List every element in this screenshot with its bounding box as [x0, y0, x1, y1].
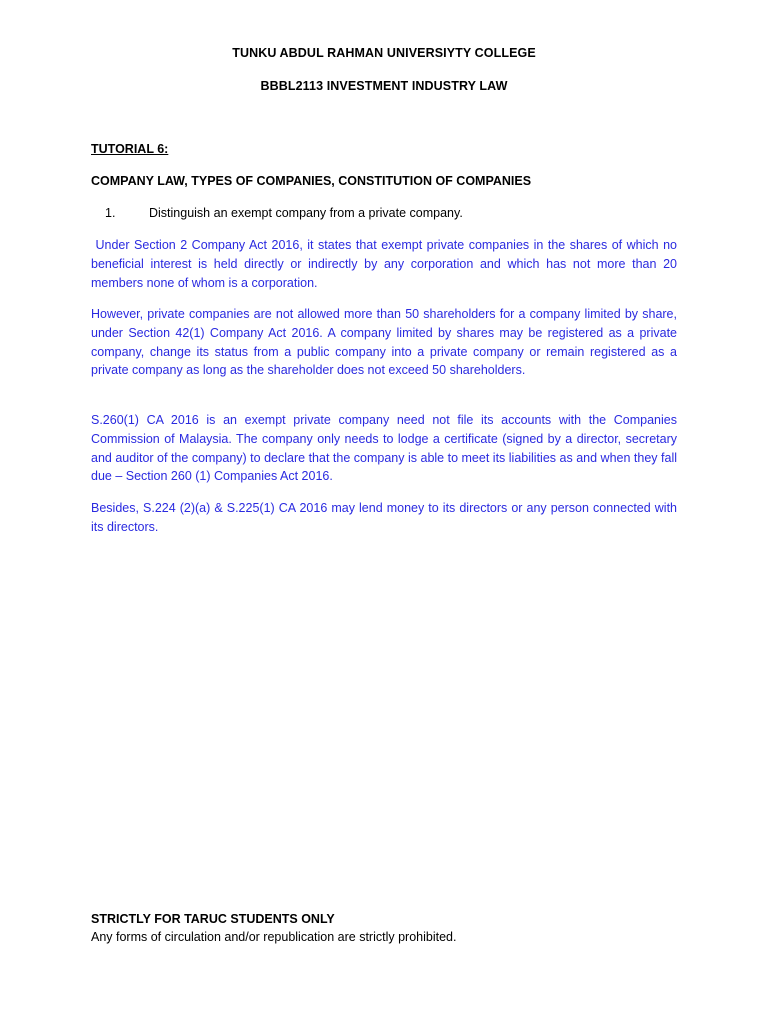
footer-notice-text: Any forms of circulation and/or republication are strictly prohibited.: [91, 930, 457, 944]
answer-paragraph-4: Besides, S.224 (2)(a) & S.225(1) CA 2016 may lend money to its directors or any person connected with its directors.: [91, 501, 677, 534]
institution-title: TUNKU ABDUL RAHMAN UNIVERSIYTY COLLEGE: [232, 46, 536, 60]
footer-notice-title: STRICTLY FOR TARUC STUDENTS ONLY: [91, 912, 335, 926]
answer-paragraph-2: However, private companies are not allowed more than 50 shareholders for a company limited by share, under Section 42(1) Company Act 2016. A company limited by shares may be registered as a private company, change its status from a public company into a private company or remain registered as a private company as long as the shareholder does not exceed 50 shareholders.: [91, 307, 677, 378]
tutorial-title: TUTORIAL 6:: [91, 142, 169, 156]
question-text: Distinguish an exempt company from a private company.: [149, 206, 463, 220]
tutorial-topic: COMPANY LAW, TYPES OF COMPANIES, CONSTITUTION OF COMPANIES: [91, 174, 532, 188]
answer-paragraph-3: S.260(1) CA 2016 is an exempt private company need not file its accounts with the Companies Commission of Malaysia. The company only needs to lodge a certificate (signed by a director, secretary and auditor of the company) to declare that the company is able to meet its liabilities as and when they fall due – Section 260 (1) Companies Act 2016.: [91, 413, 677, 484]
answer-paragraph-1: Under Section 2 Company Act 2016, it states that exempt private companies in the shares of which no beneficial interest is held directly or indirectly by any corporation and which has not more than 20 members none of whom is a corporation.: [91, 238, 681, 290]
question-1: [105, 206, 463, 220]
course-title: BBBL2113 INVESTMENT INDUSTRY LAW: [260, 79, 508, 93]
question-number: 1.: [105, 206, 116, 220]
